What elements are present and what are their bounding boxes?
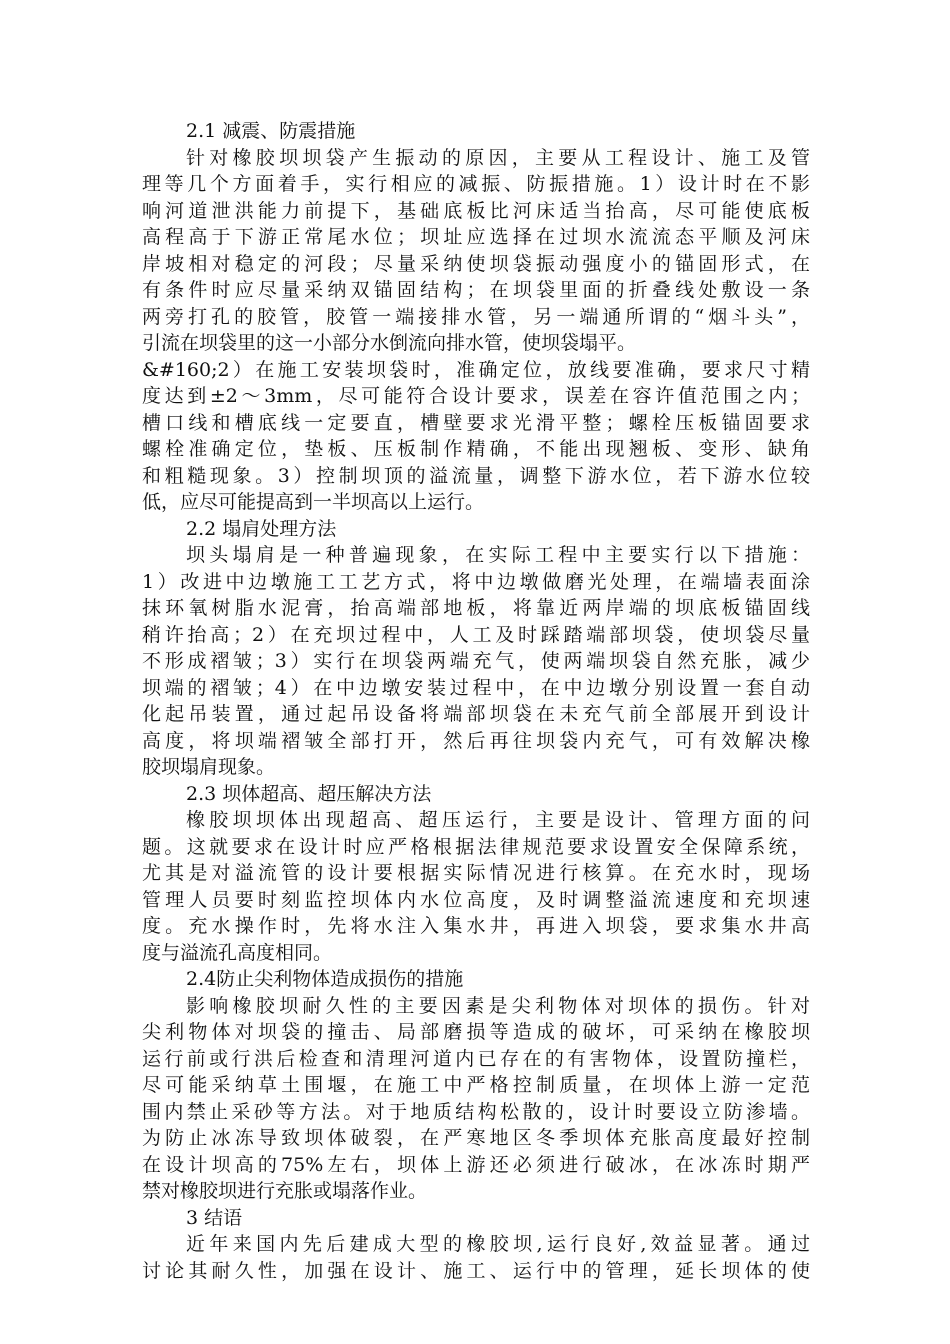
text-line: 有条件时应尽量采纳双锚固结构；在坝袋里面的折叠线处敷设一条	[142, 279, 810, 301]
text-line: 尖利物体对坝袋的撞击、局部磨损等造成的破坏，可采纳在橡胶坝	[142, 1021, 810, 1043]
text-line: 影响橡胶坝耐久性的主要因素是尖利物体对坝体的损伤。针对	[186, 994, 810, 1017]
text-line: 槽口线和槽底线一定要直，槽壁要求光滑平整；螺栓压板锚固要求	[142, 411, 810, 434]
section-heading: 2.3 坝体超高、超压解决方法	[186, 782, 432, 805]
section-heading: 3 结语	[186, 1206, 243, 1229]
text-line: 坝端的褶皱；4）在中边墩安装过程中，在中边墩分别设置一套自动	[142, 676, 810, 699]
text-line: 不形成褶皱；3）实行在坝袋两端充气，使两端坝袋自然充胀，减少	[142, 650, 810, 672]
section-heading: 2.2 塌肩处理方法	[186, 517, 337, 540]
text-line: 响河道泄洪能力前提下，基础底板比河床适当抬高，尽可能使底板	[142, 199, 810, 222]
text-line: 高程高于下游正常尾水位；坝址应选择在过坝水流流态平顺及河床	[142, 226, 810, 248]
section-heading: 2.1 减震、防震措施	[186, 120, 356, 142]
text-line: 度达到±2～3mm，尽可能符合设计要求，误差在容许值范围之内；	[142, 385, 810, 407]
text-line: 引流在坝袋里的这一小部分水倒流向排水管，使坝袋塌平。	[142, 332, 637, 354]
text-line: 螺栓准确定位，垫板、压板制作精确，不能出现翘板、变形、缺角	[142, 438, 810, 460]
text-line: 讨论其耐久性，加强在设计、施工、运行中的管理，延长坝体的使	[142, 1259, 810, 1282]
text-line: 尽可能采纳草土围堰，在施工中严格控制质量，在坝体上游一定范	[142, 1074, 810, 1096]
text-line: 尤其是对溢流管的设计要根据实际情况进行核算。在充水时，现场	[142, 862, 810, 884]
text-line: &#160;2）在施工安装坝袋时，准确定位，放线要准确，要求尺寸精	[142, 358, 810, 381]
text-line: 两旁打孔的胶管，胶管一端接排水管，另一端通所谓的“烟斗头”，	[142, 305, 810, 328]
document-page	[142, 118, 810, 1284]
text-line: 坝头塌肩是一种普遍现象，在实际工程中主要实行以下措施：	[186, 544, 810, 566]
text-line: 为防止冰冻导致坝体破裂，在严寒地区冬季坝体充胀高度最好控制	[142, 1127, 810, 1149]
text-line: 禁对橡胶坝进行充胀或塌落作业。	[142, 1180, 428, 1202]
section-heading: 2.4防止尖利物体造成损伤的措施	[186, 968, 464, 990]
text-line: 在设计坝高的75%左右，坝体上游还必须进行破冰，在冰冻时期严	[142, 1153, 810, 1176]
text-line: 管理人员要时刻监控坝体内水位高度，及时调整溢流速度和充坝速	[142, 888, 810, 911]
text-line: 围内禁止采砂等方法。对于地质结构松散的，设计时要设立防渗墙。	[142, 1100, 810, 1123]
text-line: 抹环氧树脂水泥膏，抬高端部地板，将靠近两岸端的坝底板锚固线	[142, 597, 810, 619]
text-line: 度与溢流孔高度相同。	[142, 941, 333, 964]
text-line: 和粗糙现象。3）控制坝顶的溢流量，调整下游水位，若下游水位较	[142, 464, 810, 487]
text-line: 1）改进中边墩施工工艺方式，将中边墩做磨光处理，在端墙表面涂	[142, 570, 810, 593]
text-line: 针对橡胶坝坝袋产生振动的原因，主要从工程设计、施工及管	[186, 146, 810, 169]
text-line: 岸坡相对稳定的河段；尽量采纳使坝袋振动强度小的锚固形式，在	[142, 252, 810, 275]
text-line: 胶坝塌肩现象。	[142, 756, 276, 778]
text-line: 理等几个方面着手，实行相应的减振、防振措施。1）设计时在不影	[142, 173, 810, 195]
text-line: 化起吊装置，通过起吊设备将端部坝袋在未充气前全部展开到设计	[142, 703, 810, 725]
text-line: 近年来国内先后建成大型的橡胶坝,运行良好,效益显著。通过	[186, 1233, 810, 1255]
text-line: 稍许抬高；2）在充坝过程中，人工及时踩踏端部坝袋，使坝袋尽量	[142, 623, 810, 646]
text-line: 度。充水操作时，先将水注入集水井，再进入坝袋，要求集水井高	[142, 915, 810, 937]
text-line: 题。这就要求在设计时应严格根据法律规范要求设置安全保障系统，	[142, 835, 810, 858]
text-line: 低，应尽可能提高到一半坝高以上运行。	[142, 491, 485, 513]
text-line: 橡胶坝坝体出现超高、超压运行，主要是设计、管理方面的问	[186, 809, 810, 831]
text-line: 运行前或行洪后检查和清理河道内已存在的有害物体，设置防撞栏，	[142, 1047, 810, 1070]
text-line: 高度，将坝端褶皱全部打开，然后再往坝袋内充气，可有效解决橡	[142, 729, 810, 752]
